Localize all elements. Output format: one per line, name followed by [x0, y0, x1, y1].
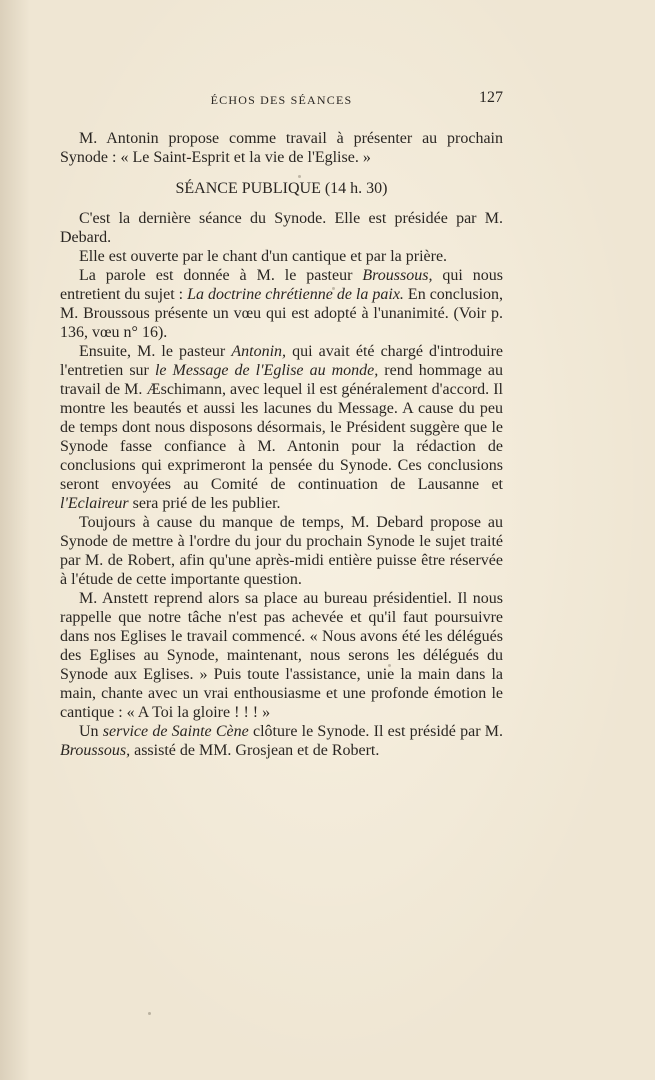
paragraph-last-session: C'est la dernière séance du Synode. Elle est présidée par M. Debard.: [60, 210, 503, 246]
paper-speck: [332, 287, 335, 290]
running-header: [60, 89, 503, 113]
paragraph-broussous: [60, 266, 503, 342]
italic-run: Broussous,: [60, 742, 131, 759]
paper-speck: [388, 664, 391, 667]
paragraph-opening: Elle est ouverte par le chant d'un cantique et par la prière.: [79, 248, 448, 265]
paragraph-closing: [60, 722, 503, 760]
italic-run: service de Sainte Cène: [102, 723, 249, 740]
italic-run: l'Eclaireur: [60, 495, 129, 512]
paragraph-antonin-proposal: M. Antonin propose comme travail à présenter au prochain Synode : « Le Saint-Esprit et la vie de l'Eglise. »: [60, 130, 503, 166]
paragraph-antonin-message: [60, 342, 503, 513]
text-run: sera prié de les publier.: [128, 495, 281, 512]
text-run: qui nous entretient du sujet :: [60, 267, 504, 303]
paragraph-debard-agenda: Toujours à cause du manque de temps, M. Debard propose au Synode de mettre à l'ordre du jour du prochain Synode le sujet traité par M. de Robert, afin qu'une après-midi entière puisse être réservée à l'étude de cette importante question.: [60, 514, 503, 588]
running-title: ÉCHOS DES SÉANCES: [210, 93, 353, 107]
text-run: La parole est donnée à M. le pasteur: [79, 267, 363, 284]
section-title: SÉANCE PUBLIQUE (14 h. 30): [175, 180, 388, 197]
text-run: En conclusion, M. Broussous présente un vœu qui est adopté à l'unanimité. (Voir p. 136, vœu n° 16).: [60, 286, 504, 341]
text-run: Un: [79, 723, 103, 740]
paragraph-anstett: M. Anstett reprend alors sa place au bureau présidentiel. Il nous rappelle que notre tâche n'est pas achevée et qu'il faut poursuivre dans nos Eglises le travail commencé. « Nous avons été les délégués des Eglises au Synode, maintenant, nous serons les délégués du Synode aux Eglises. » Puis toute l'assistance, unie la main dans la main, chante avec un vrai enthousiasme et une profonde émotion le cantique : « A Toi la gloire ! ! ! »: [60, 590, 503, 721]
text-run: Ensuite, M. le pasteur: [79, 343, 232, 360]
paper-speck: [148, 1012, 151, 1015]
body-text: [60, 129, 503, 760]
italic-run: Antonin,: [231, 343, 287, 360]
text-run: rend hommage au travail de M. Æschimann, avec lequel il est généralement d'accord. Il montre les beautés et aussi les lacunes du Message. A cause du peu de temps dont nous disposons désormais, le Président suggère que le Synode fasse confiance à M. Antonin pour la rédaction de conclusions qui exprimeront la pensée du Synode. Ces conclusions seront envoyées au Comité de continuation de Lausanne et: [60, 362, 503, 493]
italic-run: La doctrine chrétienne de la paix.: [187, 286, 404, 303]
italic-run: le Message de l'Eglise au monde,: [154, 362, 379, 379]
page-number: 127: [479, 89, 503, 106]
paper-speck: [298, 175, 301, 178]
text-run: clôture le Synode. Il est présidé par M.: [248, 723, 503, 740]
italic-run: Broussous,: [362, 267, 433, 284]
text-run: assisté de MM. Grosjean et de Robert.: [130, 742, 380, 759]
text-run: qui avait été chargé d'introduire l'entretien sur: [60, 343, 503, 379]
